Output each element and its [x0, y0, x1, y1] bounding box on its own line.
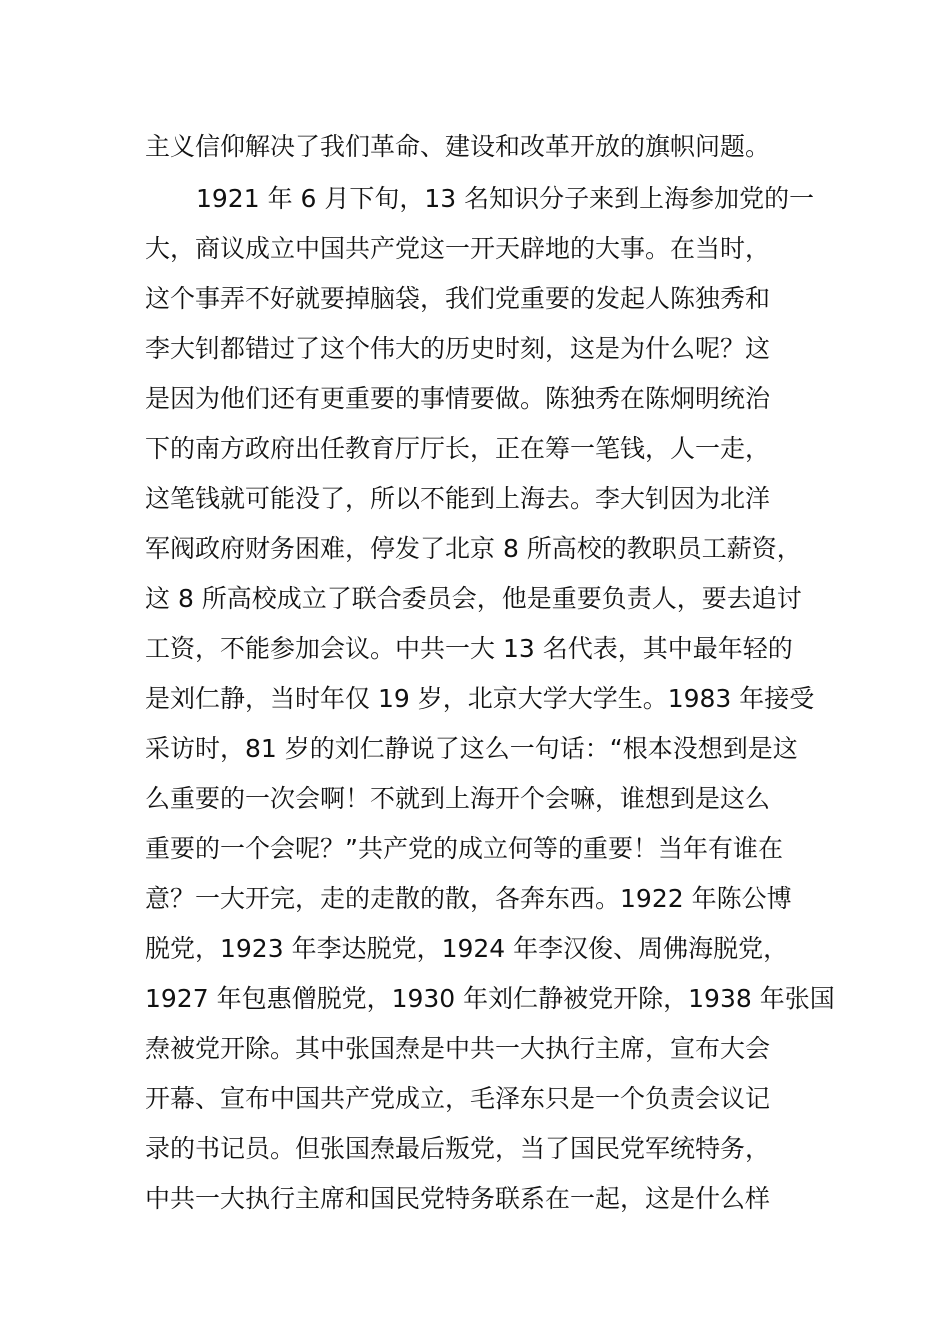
text-line: 这个事弄不好就要掉脑袋，我们党重要的发起人陈独秀和 [145, 284, 771, 313]
text-line: 中共一大执行主席和国民党特务联系在一起，这是什么样 [145, 1184, 771, 1213]
text-line: 下的南方政府出任教育厅厅长，正在筹一笔钱，人一走， [145, 434, 771, 463]
text-line: 焘被党开除。其中张国焘是中共一大执行主席，宣布大会 [145, 1034, 771, 1063]
text-line: 意？一大开完，走的走散的散，各奔东西。1922 年陈公博 [145, 884, 792, 913]
text-line: 是因为他们还有更重要的事情要做。陈独秀在陈炯明统治 [145, 384, 771, 413]
text-line: 脱党，1923 年李达脱党，1924 年李汉俊、周佛海脱党， [145, 934, 789, 963]
text-line: 开幕、宣布中国共产党成立，毛泽东只是一个负责会议记 [145, 1084, 771, 1113]
text-line: 工资，不能参加会议。中共一大 13 名代表，其中最年轻的 [145, 634, 793, 663]
text-line: 这 8 所高校成立了联合委员会，他是重要负责人，要去追讨 [145, 584, 802, 613]
text-line: 重要的一个会呢？”共产党的成立何等的重要！当年有谁在 [145, 834, 783, 863]
text-line: 录的书记员。但张国焘最后叛党，当了国民党军统特务， [145, 1134, 771, 1163]
text-line: 1927 年包惠僧脱党，1930 年刘仁静被党开除，1938 年张国 [145, 984, 835, 1013]
text-line: 军阀政府财务困难，停发了北京 8 所高校的教职员工薪资， [145, 534, 802, 563]
text-line: 主义信仰解决了我们革命、建设和改革开放的旗帜问题。 [145, 132, 771, 161]
text-line: 李大钊都错过了这个伟大的历史时刻，这是为什么呢？这 [145, 334, 771, 363]
text-line: 么重要的一次会啊！不就到上海开个会嘛，谁想到是这么 [145, 784, 771, 813]
text-line: 采访时，81 岁的刘仁静说了这么一句话：“根本没想到是这 [145, 734, 798, 763]
text-line: 这笔钱就可能没了，所以不能到上海去。李大钊因为北洋 [145, 484, 771, 513]
paragraph-first-line: 1921 年 6 月下旬，13 名知识分子来到上海参加党的一 [196, 184, 815, 213]
text-line: 大，商议成立中国共产党这一开天辟地的大事。在当时， [145, 234, 771, 263]
text-line: 是刘仁静，当时年仅 19 岁，北京大学大学生。1983 年接受 [145, 684, 815, 713]
